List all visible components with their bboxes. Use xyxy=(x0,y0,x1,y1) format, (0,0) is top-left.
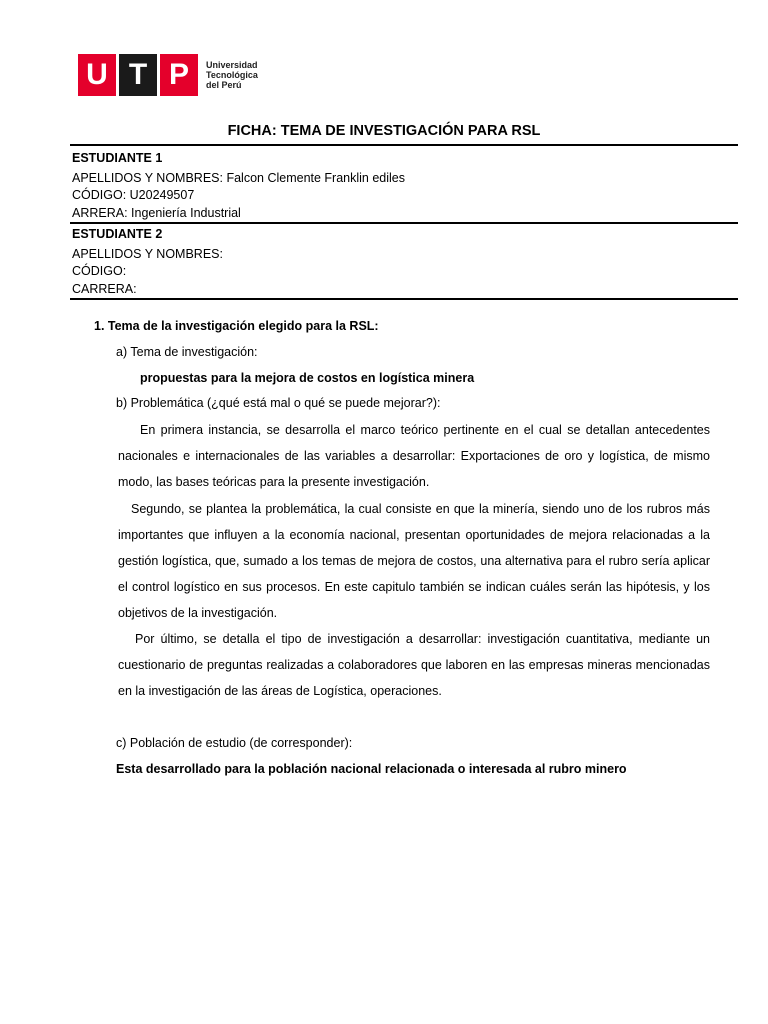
paragraph-line: objetivos de la investigación. xyxy=(118,606,278,620)
paragraph-line: Segundo, se plantea la problemática, la cual consiste en que la minería, siendo uno de los rubros más xyxy=(131,502,710,516)
divider xyxy=(70,298,738,300)
student1-code: CÓDIGO: U20249507 xyxy=(72,188,195,202)
student2-code: CÓDIGO: xyxy=(72,264,127,278)
item-c-label: c) Población de estudio (de corresponder): xyxy=(116,736,353,750)
utp-logo xyxy=(78,54,258,96)
logo-university-name xyxy=(206,60,258,90)
item-b-label: b) Problemática (¿qué está mal o qué se puede mejorar?): xyxy=(116,396,441,410)
logo-letter-p: P xyxy=(160,54,198,96)
logo-name-line: del Perú xyxy=(206,80,242,90)
student1-heading: ESTUDIANTE 1 xyxy=(72,151,163,165)
paragraph-line: modo, las bases teóricas para la presente investigación. xyxy=(118,475,430,489)
logo-name-line: Universidad xyxy=(206,60,258,70)
paragraph-line: gestión logística, que, sumado a los temas de mejora de costos, una alternativa para el rubro sería aplicar xyxy=(118,554,710,568)
item-a-label: a) Tema de investigación: xyxy=(116,345,258,359)
student2-names: APELLIDOS Y NOMBRES: xyxy=(72,247,223,261)
paragraph-line: nacionales e internacionales de las variables a desarrollar: Exportaciones de oro y logística, de mismo xyxy=(118,449,710,463)
paragraph-2 xyxy=(118,496,710,626)
paragraph-line: en la investigación de las áreas de Logística, operaciones. xyxy=(118,684,442,698)
logo-name-line: Tecnológica xyxy=(206,70,258,80)
item-c-value: Esta desarrollado para la población nacional relacionada o interesada al rubro minero xyxy=(116,762,627,776)
logo-letter-t: T xyxy=(119,54,157,96)
paragraph-line: cuestionario de preguntas realizadas a colaboradores que laboren en las empresas mineras mencionadas xyxy=(118,658,710,672)
paragraph-line: En primera instancia, se desarrolla el marco teórico pertinente en el cual se detallan antecedentes xyxy=(140,423,710,437)
student2-career: CARRERA: xyxy=(72,282,137,296)
paragraph-3 xyxy=(118,626,710,704)
student1-names: APELLIDOS Y NOMBRES: Falcon Clemente Franklin ediles xyxy=(72,171,406,185)
student1-career: ARRERA: Ingeniería Industrial xyxy=(72,206,241,220)
logo-letter-u: U xyxy=(78,54,116,96)
section1-heading: 1. Tema de la investigación elegido para la RSL: xyxy=(94,319,379,333)
paragraph-line: el control logístico en sus procesos. En este capitulo también se indican cuáles serán las hipótesis, y los xyxy=(118,580,710,594)
divider xyxy=(70,144,738,146)
page-title: FICHA: TEMA DE INVESTIGACIÓN PARA RSL xyxy=(227,123,541,139)
student2-heading: ESTUDIANTE 2 xyxy=(72,227,163,241)
paragraph-line: importantes que influyen a la economía nacional, presentan oportunidades de mejora relacionadas a la xyxy=(118,528,710,542)
item-a-value: propuestas para la mejora de costos en logística minera xyxy=(140,371,475,385)
paragraph-1 xyxy=(118,417,710,495)
divider xyxy=(70,222,738,224)
paragraph-line: Por último, se detalla el tipo de investigación a desarrollar: investigación cuantitativa, mediante un xyxy=(135,632,710,646)
